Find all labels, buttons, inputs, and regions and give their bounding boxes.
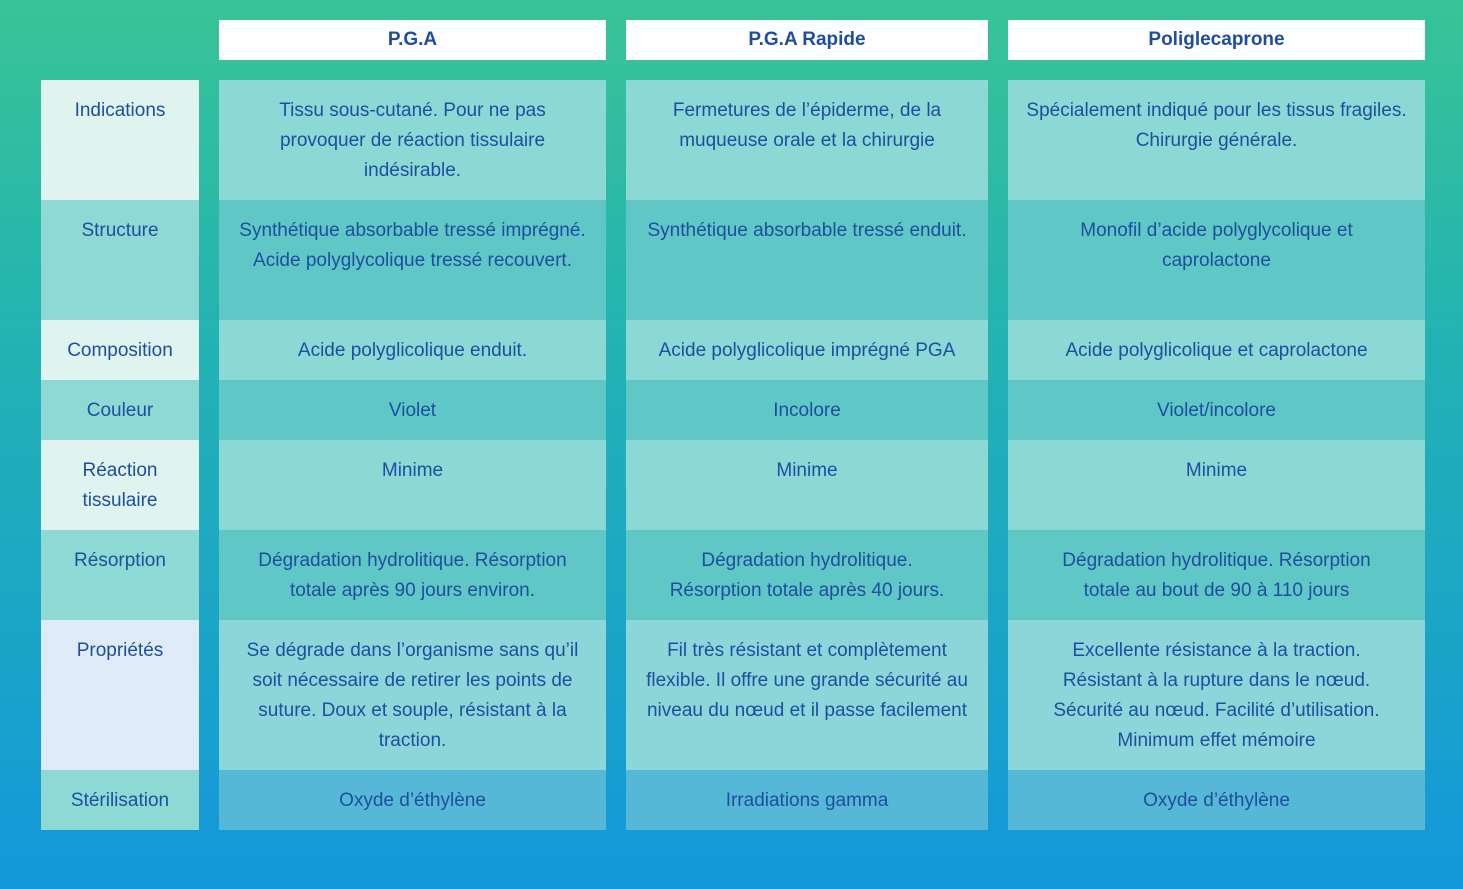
table-cell: Monofil d’acide polyglycolique et caprolactone [1008,200,1425,320]
comparison-table [41,20,1425,830]
row-label-indications: Indications [41,80,199,200]
row-label-structure: Structure [41,200,199,320]
table-cell: Oxyde d’éthylène [1008,770,1425,830]
table-cell: Spécialement indiqué pour les tissus fragiles. Chirurgie générale. [1008,80,1425,200]
table-cell: Incolore [626,380,988,440]
table-cell: Violet [219,380,606,440]
table-cell: Irradiations gamma [626,770,988,830]
row-label-resorption: Résorption [41,530,199,620]
column-header-pga-rapide: P.G.A Rapide [626,20,988,60]
table-cell: Synthétique absorbable tressé imprégné. Acide polyglycolique tressé recouvert. [219,200,606,320]
table-cell: Acide polyglicolique et caprolactone [1008,320,1425,380]
table-cell: Excellente résistance à la traction. Résistant à la rupture dans le nœud. Sécurité au nœud. Facilité d’utilisation. Minimum effet mémoire [1008,620,1425,770]
table-cell: Violet/incolore [1008,380,1425,440]
row-label-couleur: Couleur [41,380,199,440]
table-cell: Dégradation hydrolitique. Résorption totale après 90 jours environ. [219,530,606,620]
column-header-pga: P.G.A [219,20,606,60]
table-cell: Fil très résistant et complètement flexible. Il offre une grande sécurité au niveau du nœud et il passe facilement [626,620,988,770]
table-cell: Minime [1008,440,1425,530]
table-cell: Synthétique absorbable tressé enduit. [626,200,988,320]
table-cell: Dégradation hydrolitique. Résorption totale après 40 jours. [626,530,988,620]
row-label-proprietes: Propriétés [41,620,199,770]
table-cell: Tissu sous-cutané. Pour ne pas provoquer de réaction tissulaire indésirable. [219,80,606,200]
table-cell: Minime [219,440,606,530]
table-cell: Acide polyglicolique enduit. [219,320,606,380]
table-cell: Dégradation hydrolitique. Résorption totale au bout de 90 à 110 jours [1008,530,1425,620]
table-corner [41,20,199,80]
column-header-poliglecaprone: Poliglecaprone [1008,20,1425,60]
row-label-sterilisation: Stérilisation [41,770,199,830]
table-cell: Fermetures de l’épiderme, de la muqueuse orale et la chirurgie [626,80,988,200]
row-label-composition: Composition [41,320,199,380]
table-cell: Minime [626,440,988,530]
table-cell: Acide polyglicolique imprégné PGA [626,320,988,380]
table-cell: Oxyde d’éthylène [219,770,606,830]
row-label-reaction-tissulaire: Réaction tissulaire [41,440,199,530]
table-cell: Se dégrade dans l’organisme sans qu’il soit nécessaire de retirer les points de suture. Doux et souple, résistant à la traction. [219,620,606,770]
